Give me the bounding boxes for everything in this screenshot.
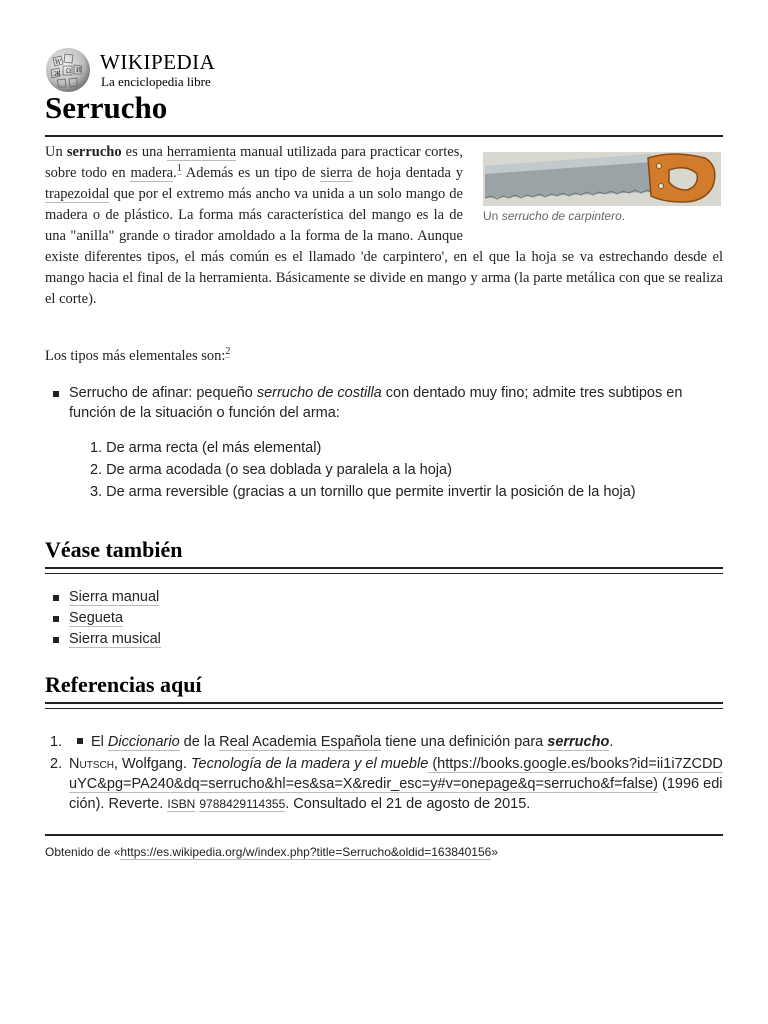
references-list [45, 732, 725, 814]
ref-1-sup[interactable]: 1 [176, 163, 182, 175]
see-also-heading: Véase también [45, 537, 183, 562]
link-sierra[interactable]: sierra [320, 165, 353, 181]
link-herramienta[interactable]: herramienta [166, 144, 237, 160]
footer-rule [45, 834, 723, 836]
ref-2-sup[interactable]: 2 [225, 346, 231, 358]
page-title: Serrucho [45, 90, 168, 125]
link-segueta[interactable]: Segueta [69, 610, 124, 626]
link-permanent[interactable]: https://es.wikipedia.org/w/index.php?title=Serrucho&oldid=163840156 [120, 845, 492, 859]
wikipedia-wordmark: WIKIPEDIA [100, 50, 216, 74]
figure [483, 152, 723, 227]
svg-text:Ω: Ω [66, 68, 71, 75]
bullet-marker [53, 616, 59, 622]
list-item [53, 608, 161, 629]
link-isbn[interactable]: 9788429114355 [199, 797, 286, 811]
reference-item: 1. El Diccionario de la Real Academia Española tiene una definición para serrucho. [50, 734, 614, 750]
saw-image[interactable] [483, 152, 721, 206]
svg-text:И: И [76, 67, 82, 74]
link-trapezoidal[interactable]: trapezoidal [45, 186, 110, 202]
puzzle-globe-icon [43, 46, 93, 94]
bullet-marker [53, 595, 59, 601]
footer-source: Obtenido de «https://es.wikipedia.org/w/index.php?title=Serrucho&oldid=163840156» [45, 845, 499, 859]
link-diccionario[interactable]: Diccionario [107, 734, 180, 750]
link-sierra-manual[interactable]: Sierra manual [69, 589, 160, 605]
section-rule [45, 567, 723, 569]
link-serrucho-rae[interactable]: serrucho [547, 734, 610, 750]
types-list [53, 383, 723, 423]
list-item: Serrucho de afinar: pequeño serrucho de costilla con dentado muy fino; admite tres subtipos en función de la situación o función del arma: [69, 385, 683, 421]
reference-item: 2. Nutsch, Wolfgang. Tecnología de la madera y el mueble (https://books.google.es/books?id=ii1i7ZCDDuYC&pg=PA240&dq=serrucho&hl=es&sa=X&redir_esc=y#v=onepage&q=serrucho&f=false) (1996 edición). Reverte. ISBN 9788429114355. Consultado el 21 de agosto de 2015. [50, 756, 723, 812]
list-item: 3. De arma reversible (gracias a un tornillo que permite invertir la posición de la hoja) [90, 484, 636, 500]
see-also-list [53, 587, 161, 650]
section-rule [45, 702, 723, 704]
svg-text:W: W [55, 59, 62, 66]
section-rule [45, 573, 723, 574]
wikipedia-tagline: La enciclopedia libre [101, 74, 211, 89]
bullet-marker [53, 391, 59, 397]
title-rule [45, 135, 723, 137]
svg-text:Ж: Ж [54, 71, 61, 78]
list-item: 2. De arma acodada (o sea doblada y paralela a la hoja) [90, 462, 452, 478]
link-google-books[interactable]: (https://books.google.es/books?id=ii1i7ZCDDuYC&pg=PA240&dq=serrucho&hl=es&sa=X&redir_esc=y#v=onepage&q=serrucho&f=false) [69, 756, 723, 792]
link-madera[interactable]: madera [130, 165, 174, 181]
references-heading: Referencias aquí [45, 672, 202, 697]
bullet-marker [77, 738, 83, 744]
wikipedia-logo[interactable] [43, 46, 223, 94]
bullet-marker [53, 637, 59, 643]
article-subject: serrucho [66, 144, 122, 160]
figure-caption: Un serrucho de carpintero. [483, 209, 626, 223]
link-rae[interactable]: Real Academia Española [219, 734, 382, 750]
section-rule [45, 708, 723, 709]
lead-paragraph: Un serrucho de carpintero. Un serrucho es una herramienta manual utilizada para practicar cortes, sobre todo en madera.$^1$ Además es un tipo de sierra de hoja dentada y trapezoidal que por el extremo más ancho va unida a un solo mango de madera o de plástico. La forma más característica del mango es la de una "anilla" grande o tirador amoldado a la forma de la mano. Aunque existe diferentes tipos, el más común es el llamado 'de carpintero', en el que la hoja se va estrechando desde el mango hacia el final de la herramienta. Básicamente se divide en mango y arma (la parte metálica con que se realiza el corte). [45, 144, 723, 307]
link-isbn-label[interactable]: ISBN [167, 797, 196, 811]
list-item: 1. De arma recta (el más elemental) [90, 440, 322, 456]
list-item [53, 587, 161, 608]
list-item [53, 629, 161, 650]
link-sierra-musical[interactable]: Sierra musical [69, 631, 161, 647]
types-intro: Los tipos más elementales son:$^2$ [45, 346, 231, 364]
subtypes-list [90, 437, 636, 503]
